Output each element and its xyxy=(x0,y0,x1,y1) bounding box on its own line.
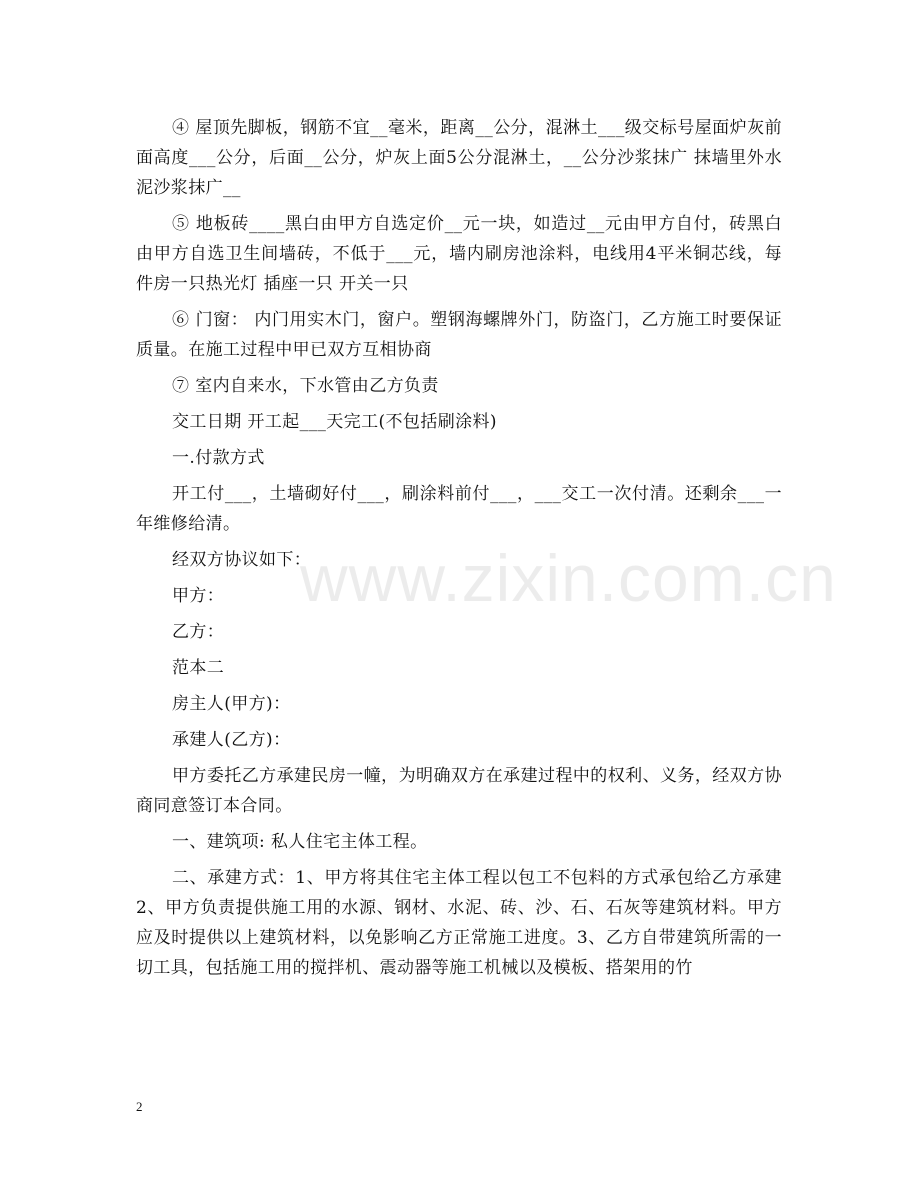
paragraph-payment-terms: 开工付___，土墙砌好付___，刷涂料前付___，___交工一次付清。还剩余___一年维修给清。 xyxy=(136,484,782,534)
owner-party-a-line: 房主人(甲方)： xyxy=(172,694,291,714)
paragraph-doors-windows: ⑥ 门窗： 内门用实木门，窗户。塑钢海螺牌外门，防盗门，乙方施工时要保证质量。在施工过程中甲已双方互相协商 xyxy=(136,310,782,360)
page-number: 2 xyxy=(136,1099,143,1114)
document-body xyxy=(136,113,782,989)
paragraph-plumbing: ⑦ 室内自来水，下水管由乙方负责 xyxy=(172,376,439,396)
heading-payment-method: 一.付款方式 xyxy=(172,448,265,468)
party-a-signature-line: 甲方： xyxy=(172,586,225,606)
paragraph-contract-purpose: 甲方委托乙方承建民房一幢，为明确双方在承建过程中的权利、义务，经双方协商同意签订本合同。 xyxy=(136,766,782,816)
builder-party-b-line: 承建人(乙方)： xyxy=(172,730,291,750)
paragraph-construction-item: 一、建筑项: 私人住宅主体工程。 xyxy=(172,832,428,852)
site-watermark: www.zixin.com.cn xyxy=(300,541,837,615)
heading-template-two: 范本二 xyxy=(172,658,225,678)
paragraph-construction-method: 二、承建方式：1、甲方将其住宅主体工程以包工不包料的方式承包给乙方承建2、甲方负责提供施工用的水源、钢材、水泥、砖、沙、石、石灰等建筑材料。甲方应及时提供以上建筑材料，以免影响乙方正常施工进度。3、乙方自带建筑所需的一切工具，包括施工用的搅拌机、震动器等施工机械以及模板、搭架用的竹 xyxy=(136,868,782,978)
paragraph-floor-tiles: ⑤ 地板砖____黑白由甲方自选定价__元一块，如造过__元由甲方自付，砖黑白由甲方自选卫生间墙砖，不低于___元，墙内刷房池涂料，电线用4平米铜芯线，每件房一只热光灯 插座一只 开关一只 xyxy=(136,214,782,294)
paragraph-completion-date: 交工日期 开工起___天完工(不包括刷涂料) xyxy=(172,412,497,432)
paragraph-agreement: 经双方协议如下： xyxy=(172,550,312,570)
party-b-signature-line: 乙方： xyxy=(172,622,225,642)
paragraph-roof: ④ 屋顶先脚板，钢筋不宜__毫米，距离__公分，混淋土___级交标号屋面炉灰前面高度___公分，后面__公分，炉灰上面5公分混淋土，__公分沙浆抹广 抹墙里外水泥沙浆抹广__ xyxy=(136,118,782,198)
